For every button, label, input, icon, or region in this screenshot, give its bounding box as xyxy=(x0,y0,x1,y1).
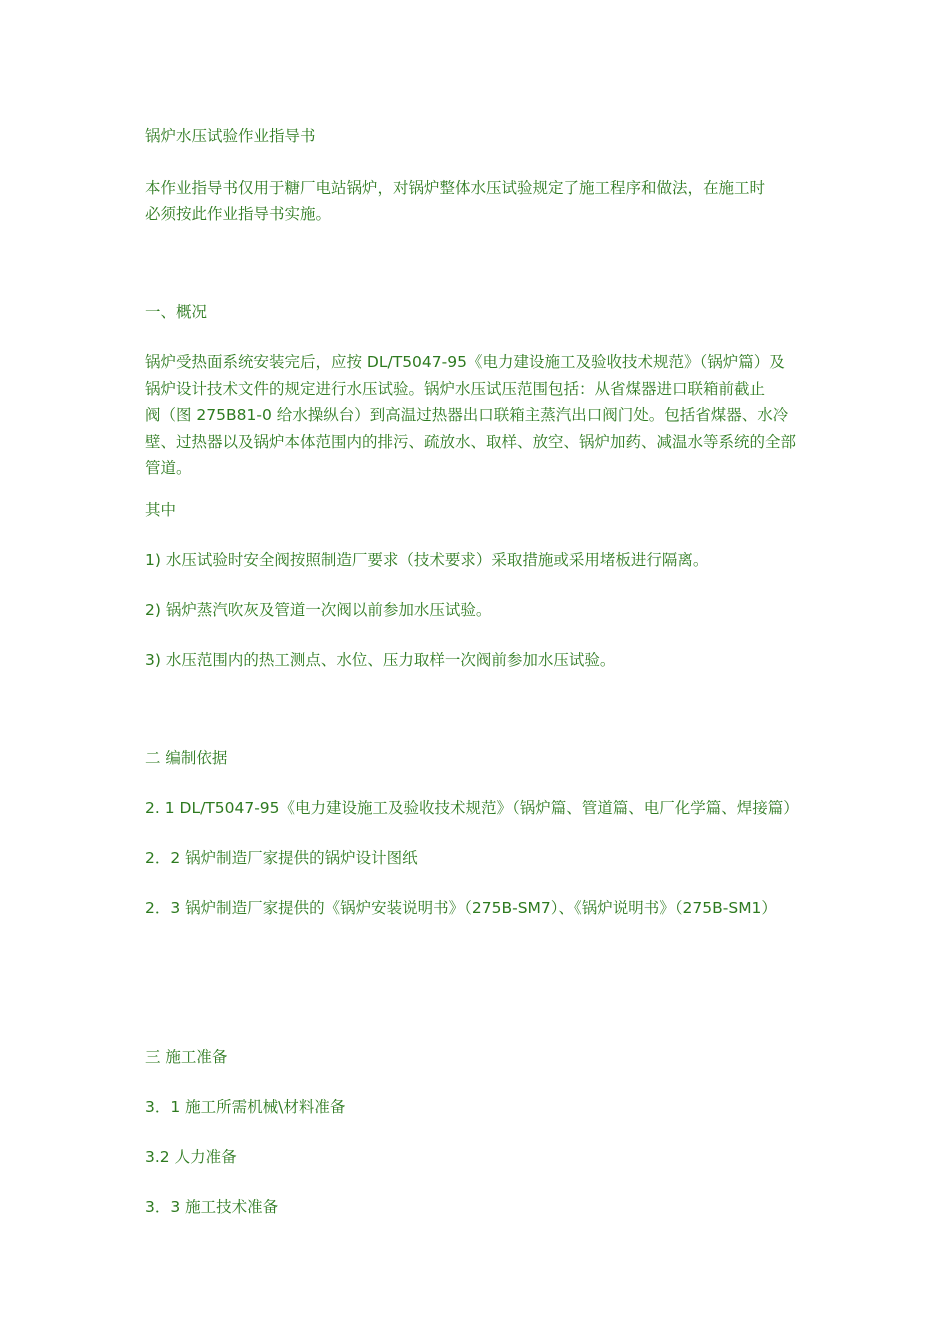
list-item: 3.2 人力准备 xyxy=(145,1148,237,1166)
intro-paragraph xyxy=(145,175,813,227)
section-heading-overview: 一、概况 xyxy=(145,303,208,321)
overview-line: 锅炉设计技术文件的规定进行水压试验。锅炉水压试压范围包括：从省煤器进口联箱前截止 xyxy=(145,379,766,398)
list-item: 3) 水压范围内的热工测点、水位、压力取样一次阀前参加水压试验。 xyxy=(145,651,616,669)
overview-line: 管道。 xyxy=(145,459,192,477)
list-item: 1) 水压试验时安全阀按照制造厂要求（技术要求）采取措施或采用堵板进行隔离。 xyxy=(145,551,709,569)
list-item: 3．1 施工所需机械\材料准备 xyxy=(145,1098,346,1116)
overview-line: 阀（图 275B81-0 给水操纵台）到高温过热器出口联箱主蒸汽出口阀门处。包括省煤器、水冷 xyxy=(145,406,789,424)
overview-paragraph xyxy=(145,349,813,482)
list-item: 3．3 施工技术准备 xyxy=(145,1198,279,1216)
document-title: 锅炉水压试验作业指导书 xyxy=(145,127,316,145)
overview-line: 锅炉受热面系统安装完后，应按 DL/T5047-95《电力建设施工及验收技术规范》（锅炉篇）及 xyxy=(145,353,785,371)
intro-line: 必须按此作业指导书实施。 xyxy=(145,205,332,223)
overview-line: 壁、过热器以及锅炉本体范围内的排污、疏放水、取样、放空、锅炉加药、减温水等系统的全部 xyxy=(145,432,797,451)
list-item: 2. 1 DL/T5047-95《电力建设施工及验收技术规范》（锅炉篇、管道篇、电厂化学篇、焊接篇） xyxy=(145,799,799,817)
section-heading-preparation: 三 施工准备 xyxy=(145,1048,228,1066)
section-heading-basis: 二 编制依据 xyxy=(145,749,228,767)
list-item: 2．2 锅炉制造厂家提供的锅炉设计图纸 xyxy=(145,849,418,867)
list-item: 2．3 锅炉制造厂家提供的《锅炉安装说明书》（275B-SM7）、《锅炉说明书》（275B-SM1） xyxy=(145,899,777,917)
list-item: 2) 锅炉蒸汽吹灰及管道一次阀以前参加水压试验。 xyxy=(145,601,492,619)
sub-heading-among: 其中 xyxy=(145,501,177,519)
intro-line: 本作业指导书仅用于糖厂电站锅炉，对锅炉整体水压试验规定了施工程序和做法，在施工时 xyxy=(145,179,766,197)
